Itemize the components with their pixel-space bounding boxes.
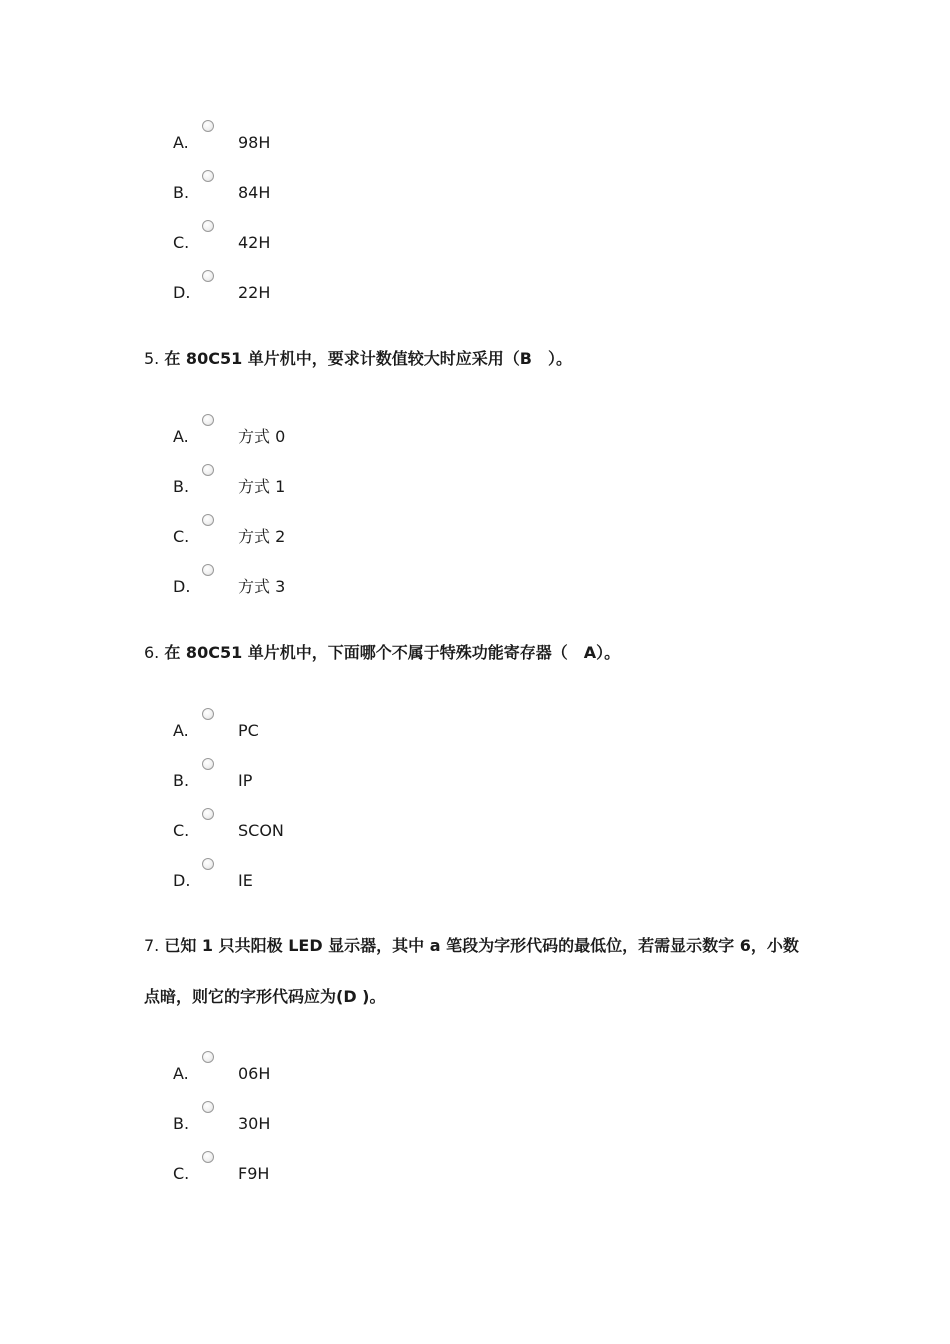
- option-letter: A.: [173, 721, 189, 740]
- option-text: 42H: [238, 233, 271, 252]
- option-text: 30H: [238, 1114, 271, 1133]
- option-text: IP: [238, 771, 253, 790]
- option-row[interactable]: [0, 477, 400, 507]
- option-text: 方式 2: [238, 527, 286, 546]
- radio-button[interactable]: [202, 514, 214, 526]
- option-letter: B.: [173, 1114, 190, 1133]
- option-row[interactable]: [0, 233, 400, 263]
- option-text: 方式 1: [238, 477, 286, 496]
- radio-button[interactable]: [202, 564, 214, 576]
- radio-button[interactable]: [202, 858, 214, 870]
- radio-button[interactable]: [202, 220, 214, 232]
- question-number: 7.: [144, 936, 160, 955]
- option-row[interactable]: [0, 577, 400, 607]
- option-text: SCON: [238, 821, 284, 840]
- option-text: 方式 0: [238, 427, 286, 446]
- option-text: 方式 3: [238, 577, 286, 596]
- radio-button[interactable]: [202, 120, 214, 132]
- question-number: 5.: [144, 349, 160, 368]
- option-letter: B.: [173, 183, 190, 202]
- radio-button[interactable]: [202, 464, 214, 476]
- radio-button[interactable]: [202, 170, 214, 182]
- option-row[interactable]: [0, 527, 400, 557]
- option-row[interactable]: [0, 821, 400, 851]
- question-text: 已知 1 只共阳极 LED 显示器，其中 a 笔段为字形代码的最低位，若需显示数字 6，小数: [164, 936, 799, 955]
- radio-button[interactable]: [202, 708, 214, 720]
- option-letter: C.: [173, 527, 190, 546]
- option-row[interactable]: [0, 1114, 400, 1144]
- question-text: 在 80C51 单片机中，下面哪个不属于特殊功能寄存器（ A）。: [164, 643, 621, 662]
- radio-button[interactable]: [202, 758, 214, 770]
- option-row[interactable]: [0, 427, 400, 457]
- option-row[interactable]: [0, 1164, 400, 1194]
- option-row[interactable]: [0, 1064, 400, 1094]
- question-stem: [144, 935, 799, 957]
- option-letter: B.: [173, 477, 190, 496]
- radio-button[interactable]: [202, 270, 214, 282]
- radio-button[interactable]: [202, 414, 214, 426]
- option-letter: C.: [173, 233, 190, 252]
- option-letter: C.: [173, 821, 190, 840]
- question-stem-continued: [144, 986, 385, 1008]
- option-text: IE: [238, 871, 253, 890]
- option-row[interactable]: [0, 283, 400, 313]
- question-stem: [144, 642, 620, 664]
- option-letter: C.: [173, 1164, 190, 1183]
- option-letter: D.: [173, 871, 191, 890]
- option-letter: A.: [173, 133, 189, 152]
- option-letter: D.: [173, 283, 191, 302]
- option-text: 22H: [238, 283, 271, 302]
- option-letter: A.: [173, 1064, 189, 1083]
- radio-button[interactable]: [202, 808, 214, 820]
- option-text: 06H: [238, 1064, 271, 1083]
- option-letter: D.: [173, 577, 191, 596]
- option-row[interactable]: [0, 721, 400, 751]
- option-row[interactable]: [0, 771, 400, 801]
- radio-button[interactable]: [202, 1101, 214, 1113]
- question-number: 6.: [144, 643, 160, 662]
- radio-button[interactable]: [202, 1051, 214, 1063]
- option-text: 84H: [238, 183, 271, 202]
- option-text: PC: [238, 721, 259, 740]
- option-text: 98H: [238, 133, 271, 152]
- option-row[interactable]: [0, 871, 400, 901]
- option-row[interactable]: [0, 133, 400, 163]
- question-text: 在 80C51 单片机中，要求计数值较大时应采用（B ）。: [164, 349, 572, 368]
- option-letter: A.: [173, 427, 189, 446]
- option-letter: B.: [173, 771, 190, 790]
- option-row[interactable]: [0, 183, 400, 213]
- option-text: F9H: [238, 1164, 270, 1183]
- radio-button[interactable]: [202, 1151, 214, 1163]
- question-stem: [144, 348, 572, 370]
- question-text: 点暗，则它的字形代码应为(D )。: [144, 987, 386, 1006]
